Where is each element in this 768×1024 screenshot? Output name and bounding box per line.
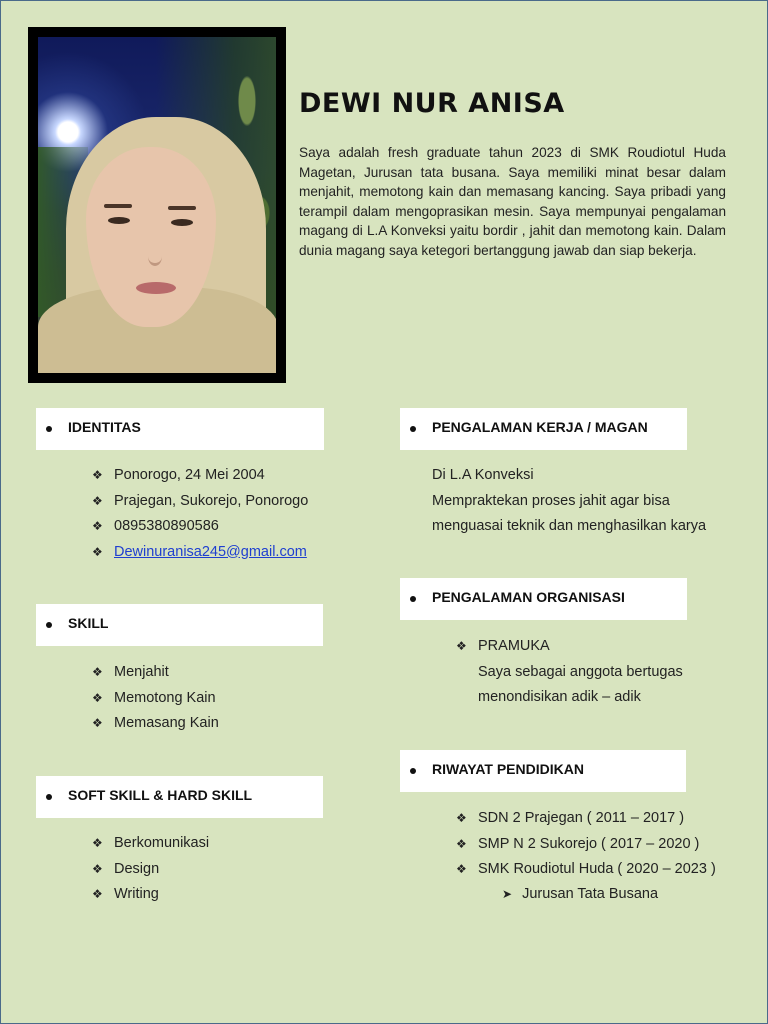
school-item: SDN 2 Prajegan ( 2011 – 2017 ) <box>478 810 685 826</box>
skill-item: Memasang Kain <box>114 715 219 731</box>
photo-brow-left <box>104 204 132 208</box>
diamond-bullet-icon: ❖ <box>92 468 103 482</box>
section-title: SKILL <box>68 615 109 631</box>
profile-photo-frame <box>28 27 286 383</box>
arrow-bullet-icon: ➤ <box>502 887 513 901</box>
list-item <box>92 661 219 687</box>
list-item <box>92 490 308 516</box>
profile-photo <box>38 37 276 373</box>
work-place: Di L.A Konveksi <box>432 467 534 483</box>
identitas-list <box>92 464 308 566</box>
list-item <box>92 858 209 884</box>
diamond-bullet-icon: ❖ <box>92 665 103 679</box>
bullet-dot-icon <box>46 794 52 800</box>
section-skill <box>36 604 323 646</box>
list-item <box>456 807 716 833</box>
bullet-dot-icon <box>46 426 52 432</box>
school-item: SMP N 2 Sukorejo ( 2017 – 2020 ) <box>478 835 700 852</box>
bullet-dot-icon <box>410 768 416 774</box>
diamond-bullet-icon: ❖ <box>92 690 103 705</box>
diamond-bullet-icon: ❖ <box>92 493 103 508</box>
work-description-line: Mempraktekan proses jahit agar bisa <box>432 492 670 509</box>
candidate-name: DEWI NUR ANISA <box>299 88 565 119</box>
skill-item: Memotong Kain <box>114 689 216 706</box>
section-identitas <box>36 408 324 450</box>
list-item <box>456 858 716 884</box>
diamond-bullet-icon: ❖ <box>456 836 467 851</box>
list-item <box>92 515 308 541</box>
list-item <box>92 687 219 713</box>
section-title: RIWAYAT PENDIDIKAN <box>432 761 584 777</box>
profile-summary: Saya adalah fresh graduate tahun 2023 di SMK Roudiotul Huda Magetan, Jurusan tata busana. Saya memiliki minat besar dalam menjahit, memotong kain dan memasang kancing. Saya pribadi yang terampil dalam mengoprasikan mesin. Saya mempunyai pengalaman magang di L.A Konveksi yaitu bordir , jahit dan memotong kain. Dalam dunia magang saya ketegori bertanggung jawab dan siap bekerja. <box>299 145 726 258</box>
organisasi-description-line: menondisikan adik – adik <box>478 689 641 705</box>
soft-skill-item: Writing <box>114 886 159 902</box>
photo-brow-right <box>168 206 196 210</box>
skill-list <box>92 661 219 738</box>
photo-eye-left <box>108 217 130 224</box>
section-pengalaman-organisasi <box>400 578 687 620</box>
section-title: IDENTITAS <box>68 419 141 435</box>
list-item <box>92 883 209 909</box>
list-item <box>456 661 683 687</box>
photo-nose <box>148 247 162 266</box>
organisasi-list <box>456 635 683 712</box>
list-item <box>92 832 209 858</box>
diamond-bullet-icon: ❖ <box>92 544 103 559</box>
photo-eye-right <box>171 219 193 226</box>
school-item: SMK Roudiotul Huda ( 2020 – 2023 ) <box>478 861 716 877</box>
photo-lips <box>136 282 176 294</box>
diamond-bullet-icon: ❖ <box>92 887 103 901</box>
organisasi-name: PRAMUKA <box>478 638 550 654</box>
section-riwayat-pendidikan <box>400 750 686 792</box>
email-link[interactable]: Dewinuranisa245@gmail.com <box>114 543 307 560</box>
diamond-bullet-icon: ❖ <box>92 519 103 533</box>
section-title: SOFT SKILL & HARD SKILL <box>68 787 253 803</box>
section-pengalaman-kerja <box>400 408 687 450</box>
diamond-bullet-icon: ❖ <box>456 862 467 876</box>
diamond-bullet-icon: ❖ <box>92 836 103 850</box>
diamond-bullet-icon: ❖ <box>92 861 103 876</box>
major-name: Jurusan Tata Busana <box>522 886 659 902</box>
soft-hard-list <box>92 832 209 909</box>
bullet-dot-icon <box>46 622 52 628</box>
pendidikan-list <box>456 807 716 884</box>
list-item <box>456 833 716 859</box>
organisasi-description-line: Saya sebagai anggota bertugas <box>478 663 683 680</box>
list-item <box>92 541 308 567</box>
diamond-bullet-icon: ❖ <box>92 716 103 730</box>
section-soft-hard-skill <box>36 776 323 818</box>
soft-skill-item: Berkomunikasi <box>114 835 210 851</box>
identitas-birth: Ponorogo, 24 Mei 2004 <box>114 467 265 483</box>
bullet-dot-icon <box>410 596 416 602</box>
list-item <box>456 635 683 661</box>
skill-item: Menjahit <box>114 664 169 680</box>
list-item <box>456 686 683 712</box>
section-title: PENGALAMAN ORGANISASI <box>432 589 625 605</box>
diamond-bullet-icon: ❖ <box>456 639 467 653</box>
soft-skill-item: Design <box>114 860 160 877</box>
sub-list-item <box>502 883 658 905</box>
list-item <box>92 712 219 738</box>
list-item <box>92 464 308 490</box>
work-description-line: menguasai teknik dan menghasilkan karya <box>432 518 707 534</box>
bullet-dot-icon <box>410 426 416 432</box>
identitas-address: Prajegan, Sukorejo, Ponorogo <box>114 492 309 509</box>
diamond-bullet-icon: ❖ <box>456 811 467 825</box>
pengalaman-kerja-text <box>432 464 706 541</box>
identitas-phone: 0895380890586 <box>114 518 219 534</box>
section-title: PENGALAMAN KERJA / MAGAN <box>432 419 648 435</box>
